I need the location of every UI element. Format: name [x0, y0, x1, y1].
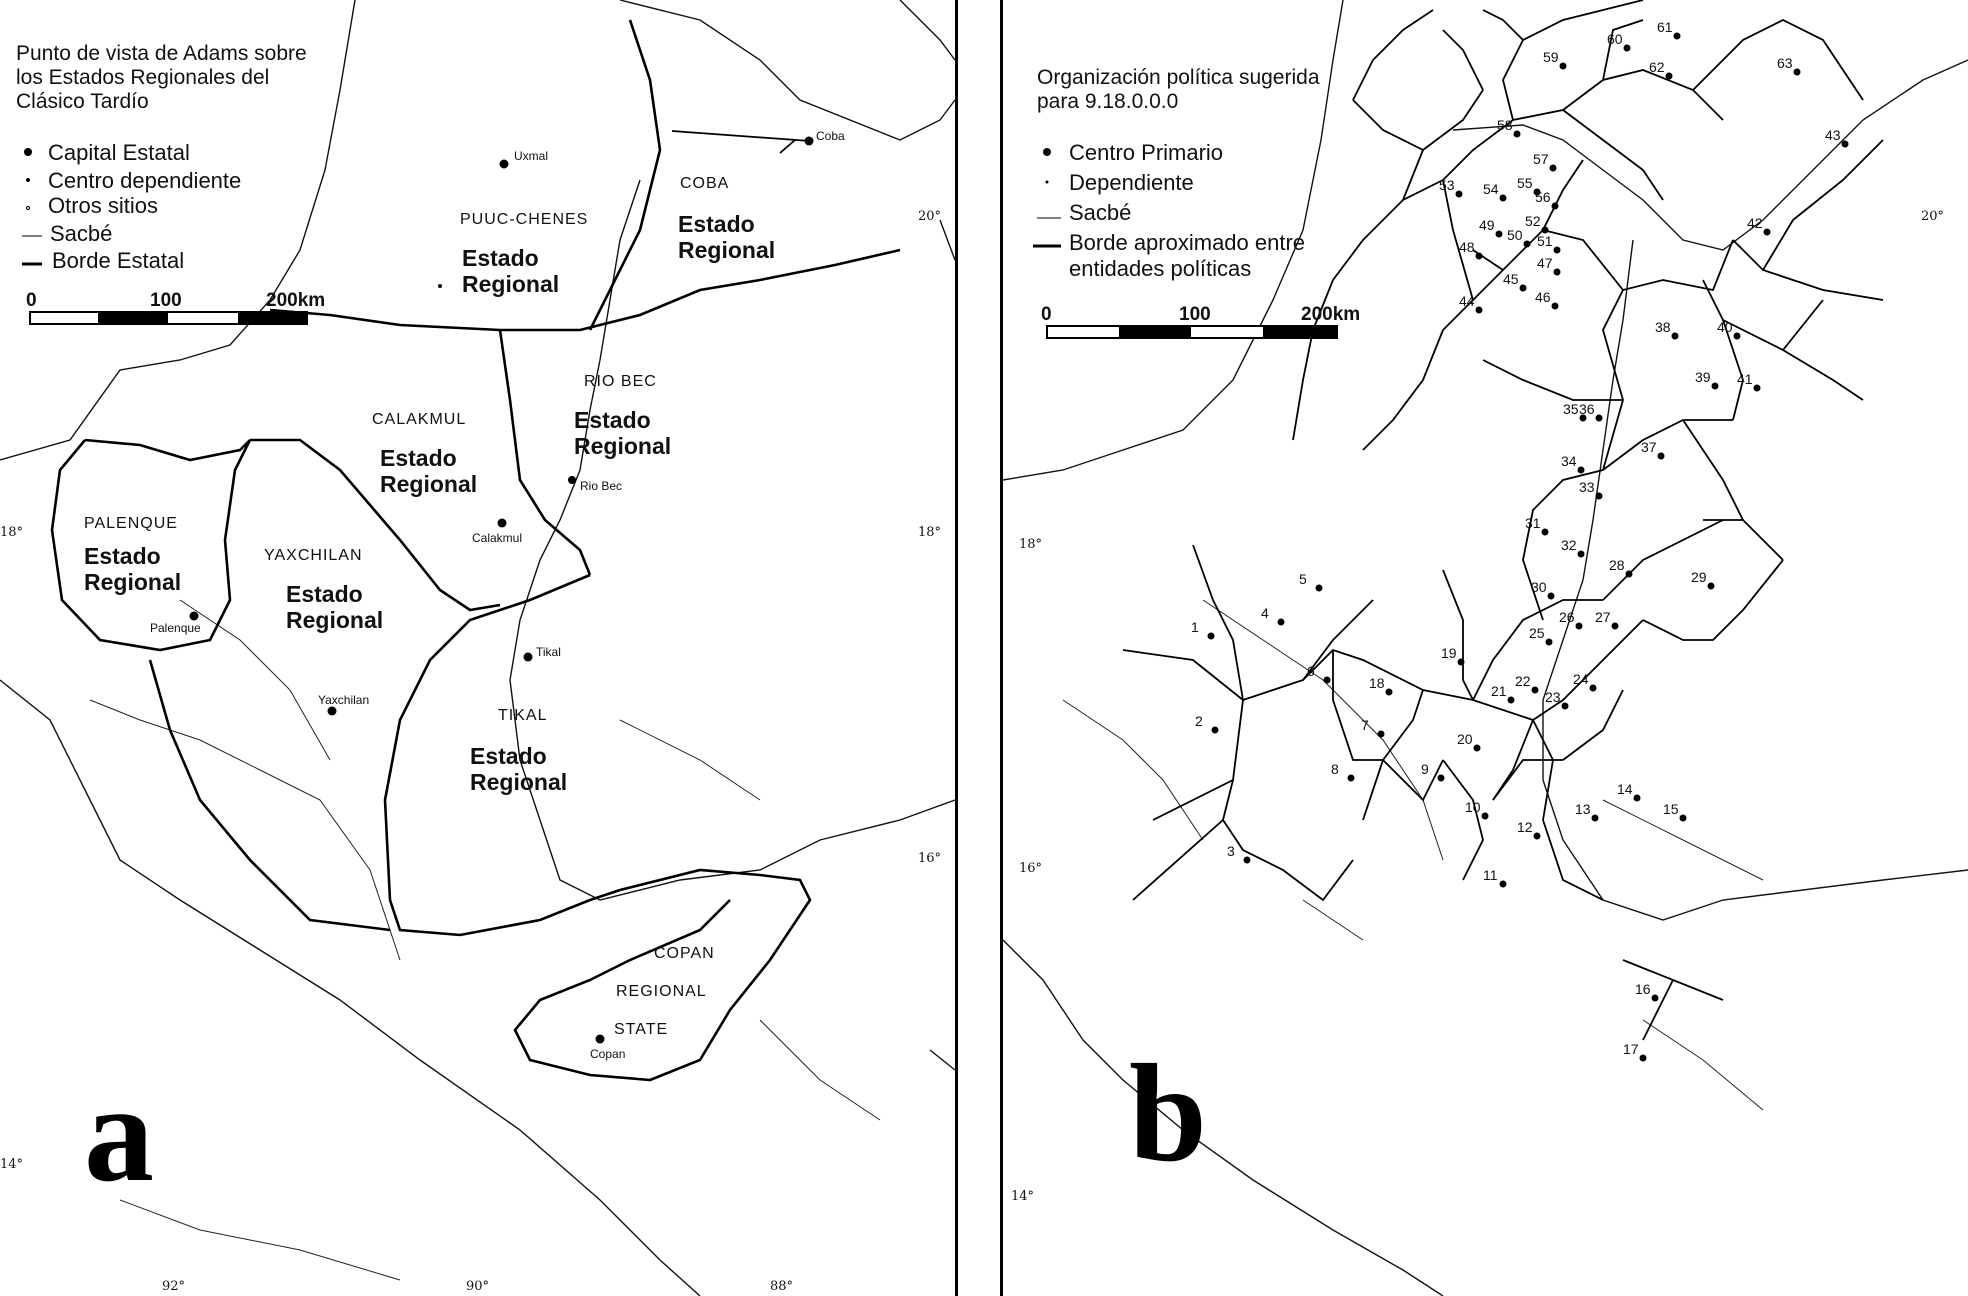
- center-dot: [1386, 689, 1393, 696]
- center-label: 42: [1747, 215, 1763, 231]
- center-dot: [1244, 857, 1251, 864]
- center-dot: [1500, 881, 1507, 888]
- center-dot: [1764, 229, 1771, 236]
- center-label: 41: [1737, 371, 1753, 387]
- center-label: 59: [1543, 49, 1559, 65]
- latitude-label: 20°: [1921, 209, 1945, 224]
- scale-mid: 100: [1179, 304, 1211, 325]
- center-label: 29: [1691, 569, 1707, 585]
- center-dot: [1708, 583, 1715, 590]
- center-label: 40: [1717, 319, 1733, 335]
- center-19: [1441, 645, 1465, 666]
- capital-site: [524, 645, 561, 662]
- center-label: 14: [1617, 781, 1633, 797]
- center-dot: [1542, 227, 1549, 234]
- capital-site: [590, 1035, 625, 1062]
- center-24: [1573, 671, 1597, 692]
- center-14: [1617, 781, 1641, 802]
- center-60: [1607, 31, 1631, 52]
- dependent-site: [438, 284, 442, 288]
- center-dot: [1208, 633, 1215, 640]
- latitude-label: 18°: [0, 525, 24, 540]
- legend-dependent: Centro dependiente: [48, 168, 242, 193]
- estado-label: Estado: [462, 245, 539, 271]
- center-dot: [1524, 241, 1531, 248]
- latitude-label: 14°: [0, 1157, 24, 1172]
- center-34: [1561, 453, 1585, 474]
- border-north: [270, 250, 900, 330]
- center-label: 32: [1561, 537, 1577, 553]
- center-label: 58: [1497, 117, 1513, 133]
- dependent-icon: [1046, 181, 1049, 184]
- regional-label: Regional: [678, 237, 776, 263]
- center-dot: [1550, 165, 1557, 172]
- center-28: [1609, 557, 1633, 578]
- map-title-line: para 9.18.0.0.0: [1037, 90, 1179, 113]
- center-26: [1559, 609, 1583, 630]
- capital-site: [472, 519, 522, 546]
- center-label: 15: [1663, 801, 1679, 817]
- center-dot: [1456, 191, 1463, 198]
- center-dot: [1624, 45, 1631, 52]
- center-39: [1695, 369, 1719, 390]
- center-7: [1361, 717, 1385, 738]
- center-label: 11: [1483, 867, 1498, 883]
- region-label-coba: COBA: [680, 175, 730, 192]
- legend-other: Otros sitios: [48, 193, 159, 218]
- center-label: 44: [1459, 293, 1475, 309]
- longitude-label: 88°: [770, 1279, 794, 1294]
- center-label: 5: [1299, 571, 1307, 587]
- regional-label: Regional: [84, 569, 182, 595]
- scale-mid: 100: [150, 290, 182, 311]
- region-label-yaxchilan: YAXCHILAN: [264, 547, 363, 564]
- map-title-line: Clásico Tardío: [16, 90, 149, 113]
- center-37: [1641, 439, 1665, 460]
- center-dot: [1500, 195, 1507, 202]
- latitude-label: 18°: [918, 525, 942, 540]
- center-dot: [1634, 795, 1641, 802]
- center-dot: [1324, 677, 1331, 684]
- center-label: 47: [1537, 255, 1553, 271]
- latitude-label: 14°: [1011, 1189, 1035, 1204]
- center-label: 22: [1515, 673, 1531, 689]
- svg-text:Yaxchilan: Yaxchilan: [318, 693, 370, 707]
- center-dot: [1458, 659, 1465, 666]
- center-dot: [1672, 333, 1679, 340]
- center-dot: [1596, 493, 1603, 500]
- center-dot: [1626, 571, 1633, 578]
- region-label-tikal: TIKAL: [498, 707, 548, 724]
- regional-label: Regional: [286, 607, 384, 633]
- region-label-riobec: RIO BEC: [584, 373, 657, 390]
- center-dot: [1666, 73, 1673, 80]
- center-label: 8: [1331, 761, 1339, 777]
- center-57: [1533, 151, 1557, 172]
- estado-label: Estado: [84, 543, 161, 569]
- capital-site: [805, 129, 846, 146]
- center-label: 21: [1491, 683, 1507, 699]
- center-1: [1191, 619, 1215, 640]
- capital-site: [318, 693, 369, 716]
- center-label: 49: [1479, 217, 1495, 233]
- scale-zero: 0: [26, 290, 37, 311]
- scale-end: 200km: [266, 290, 326, 311]
- estado-label: Estado: [380, 445, 457, 471]
- svg-text:Copan: Copan: [590, 1047, 626, 1061]
- center-label: 1: [1191, 619, 1199, 635]
- center-4: [1261, 605, 1285, 626]
- center-54: [1483, 181, 1507, 202]
- center-label: 45: [1503, 271, 1519, 287]
- center-dot: [1560, 63, 1567, 70]
- center-21: [1491, 683, 1515, 704]
- center-label: 53: [1439, 177, 1455, 193]
- map-title-line: Organización política sugerida: [1037, 66, 1320, 89]
- center-52: [1525, 213, 1549, 234]
- center-dot: [1546, 639, 1553, 646]
- legend-border: Borde Estatal: [52, 248, 185, 273]
- map-panel-b: [1003, 0, 1968, 1296]
- svg-text:Palenque: Palenque: [150, 621, 201, 635]
- center-dot: [1576, 623, 1583, 630]
- scale-bar: [30, 312, 307, 324]
- center-dot: [1734, 333, 1741, 340]
- center-dot: [1554, 247, 1561, 254]
- center-32: [1561, 537, 1585, 558]
- map-title-line: Punto de vista de Adams sobre: [16, 42, 307, 65]
- center-label: 34: [1561, 453, 1577, 469]
- center-label: 12: [1517, 819, 1533, 835]
- river: [1063, 600, 1763, 1110]
- center-dot: [1438, 775, 1445, 782]
- center-label: 46: [1535, 289, 1551, 305]
- center-56: [1535, 189, 1559, 210]
- dependent-icon: [26, 178, 30, 182]
- svg-text:Calakmul: Calakmul: [472, 531, 523, 545]
- center-label: 48: [1459, 239, 1475, 255]
- capital-icon: [24, 148, 32, 156]
- latitude-label: 20°: [918, 209, 942, 224]
- latitude-label: 16°: [1019, 861, 1043, 876]
- center-label: 35: [1563, 401, 1579, 417]
- center-3: [1227, 843, 1251, 864]
- center-dot: [1476, 253, 1483, 260]
- regional-label: Regional: [462, 271, 560, 297]
- border-copan: [515, 870, 810, 1080]
- center-2: [1195, 713, 1219, 734]
- center-label: 9: [1421, 761, 1429, 777]
- legend-border-cont: entidades políticas: [1069, 256, 1252, 281]
- latitude-label: 16°: [918, 851, 942, 866]
- center-45: [1503, 271, 1527, 292]
- center-label: 10: [1465, 799, 1481, 815]
- legend-border: Borde aproximado entre: [1069, 230, 1306, 255]
- svg-text:Coba: Coba: [816, 129, 845, 143]
- center-8: [1331, 761, 1355, 782]
- region-label-palenque: PALENQUE: [84, 515, 178, 532]
- center-dot: [1552, 303, 1559, 310]
- center-47: [1537, 255, 1561, 276]
- center-dot: [1578, 551, 1585, 558]
- center-label: 62: [1649, 59, 1665, 75]
- scale-bar: [1047, 326, 1337, 338]
- center-dot: [1658, 453, 1665, 460]
- legend-dependent: Dependiente: [1069, 170, 1194, 195]
- center-label: 24: [1573, 671, 1589, 687]
- center-dot: [1712, 383, 1719, 390]
- border-puuc-coba: [590, 20, 660, 330]
- center-label: 7: [1361, 717, 1369, 733]
- center-label: 31: [1525, 515, 1541, 531]
- center-dot: [1590, 685, 1597, 692]
- center-dot: [1552, 203, 1559, 210]
- estado-label: Estado: [470, 743, 547, 769]
- map-panel-a: [0, 0, 955, 1296]
- latitude-label: 18°: [1019, 537, 1043, 552]
- center-label: 19: [1441, 645, 1457, 661]
- center-dot: [1562, 703, 1569, 710]
- center-group: [1191, 19, 1849, 1062]
- center-18: [1369, 675, 1393, 696]
- center-label: 63: [1777, 55, 1793, 71]
- center-label: 17: [1623, 1041, 1639, 1057]
- center-15: [1663, 801, 1687, 822]
- center-label: 60: [1607, 31, 1623, 47]
- center-dot: [1474, 745, 1481, 752]
- panel-divider: [955, 0, 1003, 1296]
- center-dot: [1378, 731, 1385, 738]
- center-label: 27: [1595, 609, 1611, 625]
- center-label: 33: [1579, 479, 1595, 495]
- center-dot: [1578, 467, 1585, 474]
- center-label: 20: [1457, 731, 1473, 747]
- center-27: [1595, 609, 1619, 630]
- center-29: [1691, 569, 1715, 590]
- other-site-icon: [27, 207, 30, 210]
- region-label-puuc: PUUC-CHENES: [460, 211, 589, 228]
- region-label-calakmul: CALAKMUL: [372, 411, 467, 428]
- center-label: 55: [1517, 175, 1533, 191]
- estado-label: Estado: [574, 407, 651, 433]
- center-label: 57: [1533, 151, 1549, 167]
- center-label: 43: [1825, 127, 1841, 143]
- center-label: 50: [1507, 227, 1523, 243]
- sacbe: [672, 131, 810, 141]
- center-dot: [1514, 131, 1521, 138]
- legend-primary: Centro Primario: [1069, 140, 1224, 165]
- center-dot: [1532, 687, 1539, 694]
- center-label: 23: [1545, 689, 1561, 705]
- center-dot: [1542, 529, 1549, 536]
- center-dot: [1640, 1055, 1647, 1062]
- center-label: 16: [1635, 981, 1651, 997]
- map-b-canvas: [1003, 0, 1968, 1296]
- center-dot: [1842, 141, 1849, 148]
- scale-end: 200km: [1301, 304, 1361, 325]
- center-dot: [1496, 231, 1503, 238]
- river: [90, 600, 880, 1280]
- center-61: [1657, 19, 1681, 40]
- center-46: [1535, 289, 1559, 310]
- map-a-canvas: [0, 0, 955, 1296]
- center-dot: [1754, 385, 1761, 392]
- sacbe: [780, 140, 795, 153]
- center-dot: [1520, 285, 1527, 292]
- center-label: 3: [1227, 843, 1235, 859]
- center-dot: [1278, 619, 1285, 626]
- center-42: [1747, 215, 1771, 236]
- map-title-line: los Estados Regionales del: [16, 66, 270, 89]
- center-label: 26: [1559, 609, 1575, 625]
- center-label: 39: [1695, 369, 1711, 385]
- legend-capital: Capital Estatal: [48, 140, 190, 165]
- panel-letter: a: [84, 1056, 154, 1211]
- center-dot: [1592, 815, 1599, 822]
- region-label-copan: COPAN: [654, 945, 715, 962]
- center-label: 61: [1657, 19, 1673, 35]
- center-label: 54: [1483, 181, 1499, 197]
- svg-text:Rio Bec: Rio Bec: [580, 479, 623, 493]
- region-label-copan: REGIONAL: [616, 983, 707, 1000]
- panel-letter: b: [1129, 1036, 1207, 1191]
- center-label: 25: [1529, 625, 1545, 641]
- center-25: [1529, 625, 1553, 646]
- center-label: 30: [1531, 579, 1547, 595]
- center-label: 51: [1537, 233, 1553, 249]
- center-label: 37: [1641, 439, 1657, 455]
- center-label: 2: [1195, 713, 1203, 729]
- center-dot: [1316, 585, 1323, 592]
- center-17: [1623, 1041, 1647, 1062]
- center-53: [1439, 177, 1463, 198]
- capital-site: [150, 612, 201, 636]
- center-51: [1537, 233, 1561, 254]
- center-label: 52: [1525, 213, 1541, 229]
- regional-label: Regional: [574, 433, 672, 459]
- center-12: [1517, 819, 1541, 840]
- legend-sacbe: Sacbé: [50, 221, 113, 246]
- center-11: [1483, 867, 1507, 888]
- center-22: [1515, 673, 1539, 694]
- center-59: [1543, 49, 1567, 70]
- scale-zero: 0: [1041, 304, 1052, 325]
- center-6: [1307, 663, 1331, 684]
- region-label-copan: STATE: [614, 1021, 669, 1038]
- center-dot: [1534, 833, 1541, 840]
- longitude-label: 92°: [162, 1279, 186, 1294]
- longitude-label: 90°: [466, 1279, 490, 1294]
- center-dot: [1548, 593, 1555, 600]
- capital-site: [500, 149, 549, 169]
- legend-sacbe: Sacbé: [1069, 200, 1132, 225]
- center-dot: [1348, 775, 1355, 782]
- center-5: [1299, 571, 1323, 592]
- svg-text:Tikal: Tikal: [536, 645, 561, 659]
- center-label: 13: [1575, 801, 1591, 817]
- center-50: [1507, 227, 1531, 248]
- center-label: 56: [1535, 189, 1551, 205]
- center-16: [1635, 981, 1659, 1002]
- center-13: [1575, 801, 1599, 822]
- center-dot: [1794, 69, 1801, 76]
- center-49: [1479, 217, 1503, 238]
- center-label: 28: [1609, 557, 1625, 573]
- center-dot: [1554, 269, 1561, 276]
- center-dot: [1508, 697, 1515, 704]
- center-dot: [1674, 33, 1681, 40]
- center-dot: [1652, 995, 1659, 1002]
- center-20: [1457, 731, 1481, 752]
- estado-label: Estado: [678, 211, 755, 237]
- center-dot: [1680, 815, 1687, 822]
- center-dot: [1476, 307, 1483, 314]
- center-63: [1777, 55, 1801, 76]
- center-dot: [1596, 415, 1603, 422]
- center-38: [1655, 319, 1679, 340]
- primary-center-icon: [1043, 148, 1051, 156]
- center-label: 38: [1655, 319, 1671, 335]
- center-48: [1459, 239, 1483, 260]
- center-dot: [1482, 813, 1489, 820]
- center-label: 6: [1307, 663, 1315, 679]
- regional-label: Regional: [380, 471, 478, 497]
- center-dot: [1212, 727, 1219, 734]
- estado-label: Estado: [286, 581, 363, 607]
- svg-text:Uxmal: Uxmal: [514, 149, 549, 163]
- center-label: 18: [1369, 675, 1385, 691]
- center-dot: [1612, 623, 1619, 630]
- regional-label: Regional: [470, 769, 568, 795]
- center-label: 4: [1261, 605, 1269, 621]
- center-label: 36: [1579, 401, 1595, 417]
